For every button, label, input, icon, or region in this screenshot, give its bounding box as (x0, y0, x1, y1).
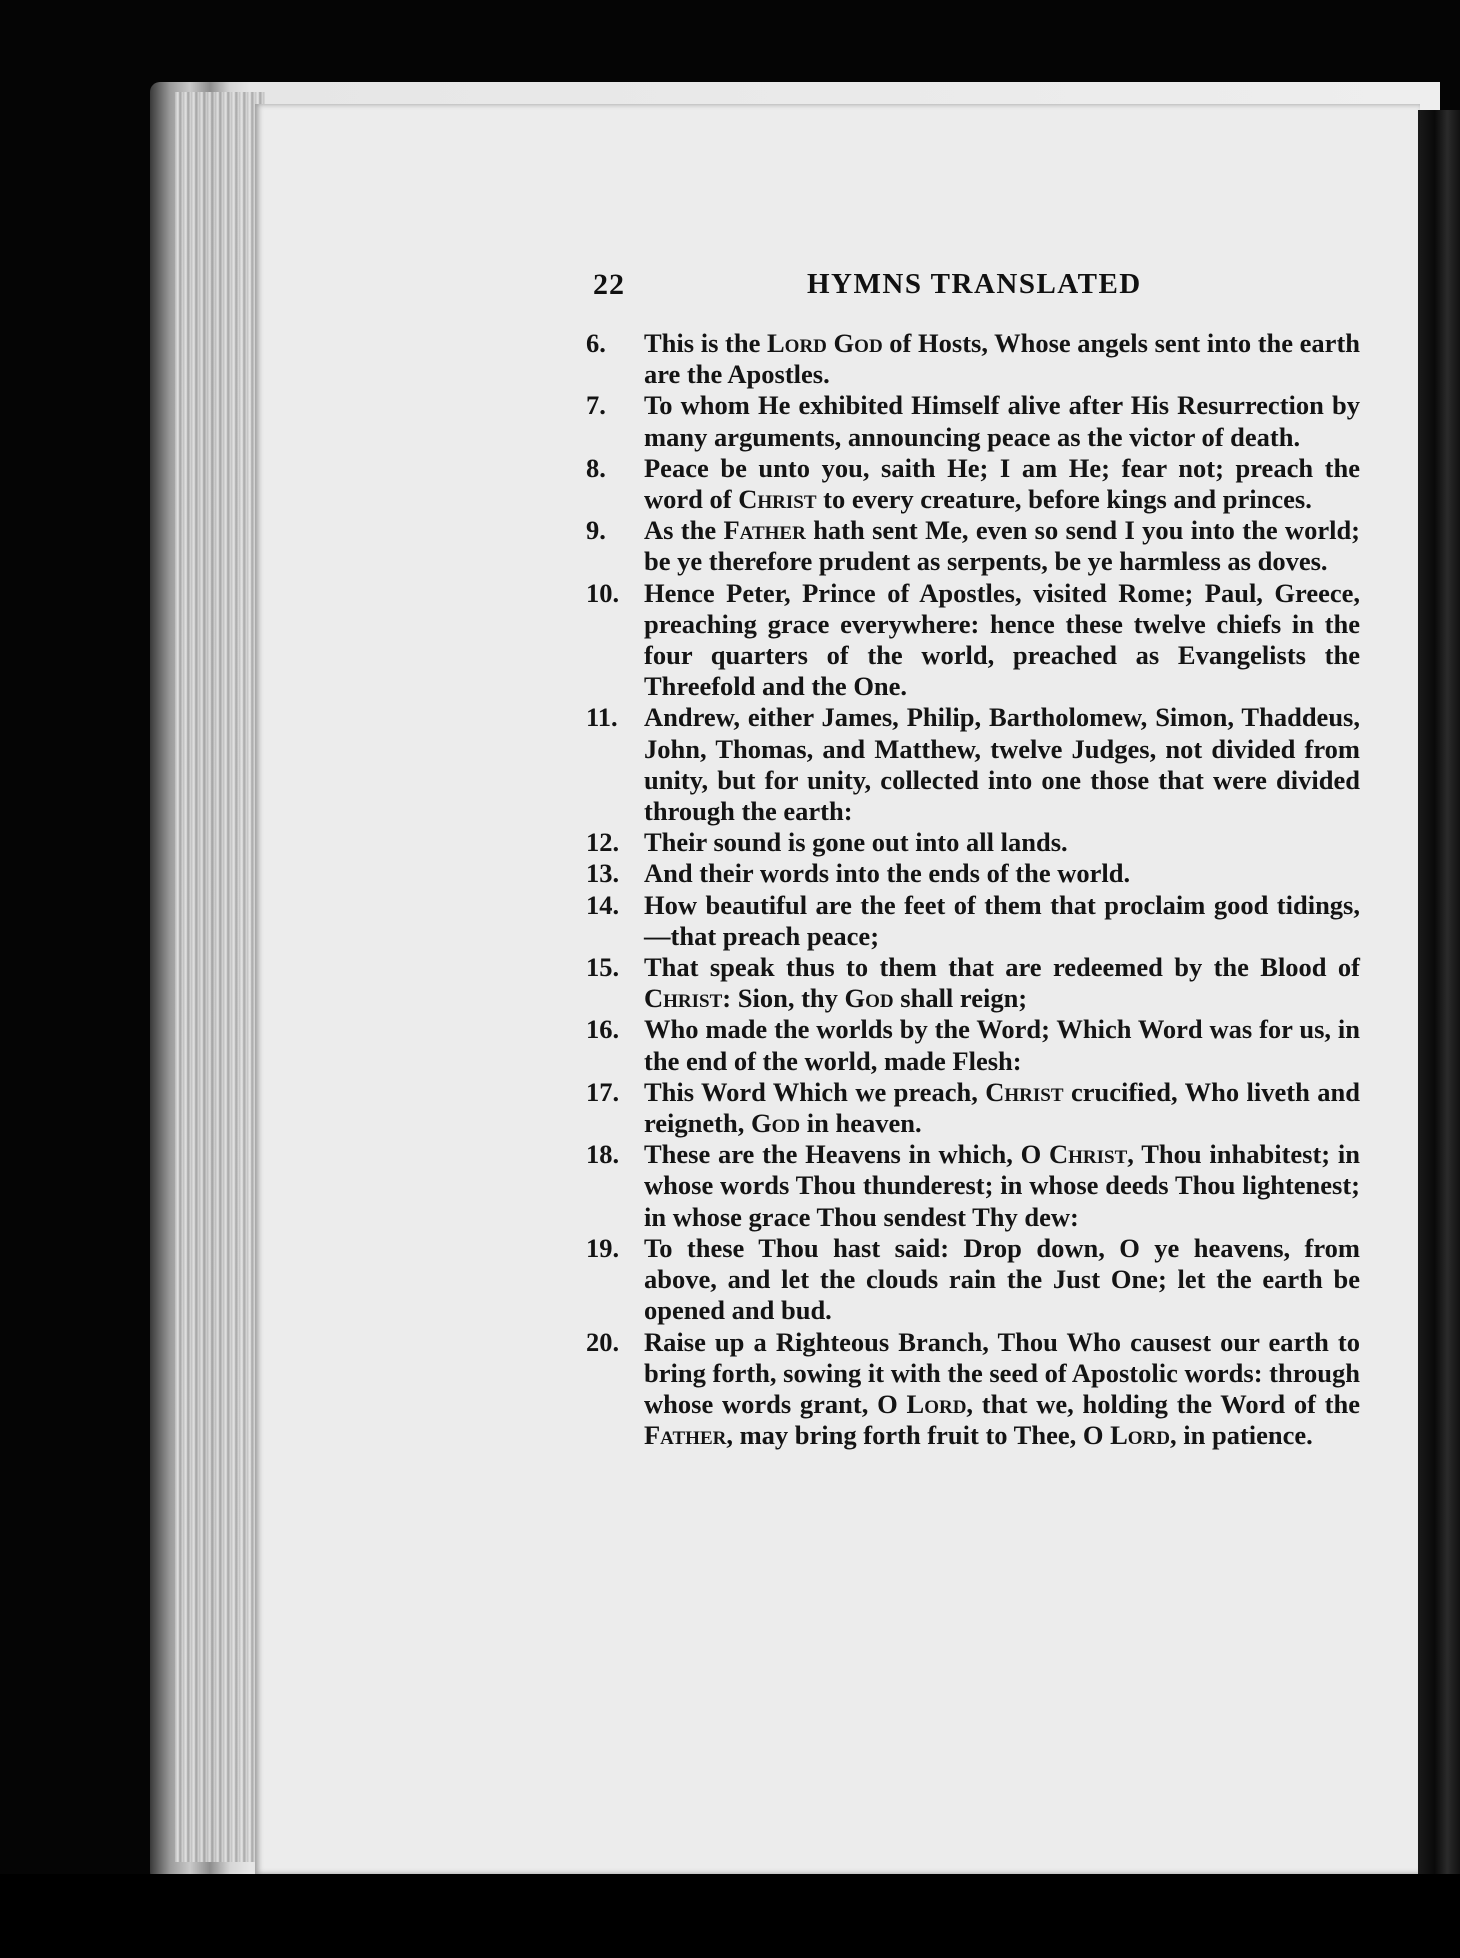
verse-text: How beautiful are the feet of them that proclaim good tidings,—that preach peace; (644, 889, 1360, 951)
verse-17 (586, 1076, 1361, 1139)
small-caps-word: Lord (906, 1388, 967, 1419)
verse-text: Their sound is gone out into all lands. (644, 827, 1068, 858)
verse-14 (586, 889, 1360, 952)
page-stack-edges (175, 92, 265, 1862)
verse-text: Hence Peter, Prince of Apostles, visited Rome; Paul, Greece, preaching grace everywhere: hence these twelve chiefs in the four quarters of the world, preached as Evangelists the Threefold and the One. (644, 577, 1360, 702)
verse-12 (586, 827, 1360, 858)
verse-number: 9. (586, 515, 606, 546)
small-caps-word: Father (644, 1420, 727, 1451)
small-caps-word: Christ (738, 484, 817, 515)
small-caps-word: Christ (985, 1076, 1064, 1107)
verse-text: Peace be unto you, saith He; I am He; fear not; preach the word of Christ to every creature, before kings and princes. (644, 452, 1360, 515)
verse-number: 8. (586, 452, 606, 483)
verse-number: 18. (586, 1139, 620, 1170)
small-caps-word: God (844, 983, 894, 1014)
verse-number: 10. (586, 577, 620, 608)
verse-text: These are the Heavens in which, O Christ, Thou inhabitest; in whose words Thou thunderest; in whose deeds Thou lightenest; in whose grace Thou sendest Thy dew: (644, 1139, 1360, 1232)
verse-number: 17. (586, 1076, 620, 1107)
verse-number: 20. (586, 1326, 620, 1357)
verse-text: Who made the worlds by the Word; Which Word was for us, in the end of the world, made Flesh: (644, 1014, 1360, 1076)
verse-20 (586, 1326, 1361, 1452)
small-caps-word: Christ (1049, 1139, 1128, 1170)
verse-text: And their words into the ends of the world. (644, 858, 1131, 889)
verse-text: To these Thou hast said: Drop down, O ye heavens, from above, and let the clouds rain the Just One; let the earth be opened and bud. (644, 1232, 1360, 1326)
verse-number: 19. (586, 1232, 620, 1263)
verse-text: Andrew, either James, Philip, Bartholomew, Simon, Thaddeus, John, Thomas, and Matthew, twelve Judges, not divided from unity, but for unity, collected into one those that were divided through the earth: (644, 702, 1360, 827)
verse-number: 13. (586, 858, 620, 889)
verse-number: 11. (586, 702, 618, 733)
verse-8 (586, 452, 1360, 515)
verse-text: Raise up a Righteous Branch, Thou Who causest our earth to bring forth, sowing it with the seed of Apostolic words: through whose words grant, O Lord, that we, holding the Word of the Father, may bring forth fruit to Thee, O Lord, in patience. (644, 1326, 1361, 1451)
verse-text: To whom He exhibited Himself alive after His Resurrection by many arguments, announcing peace as the victor of death. (644, 390, 1360, 452)
verse-number: 12. (586, 827, 620, 858)
verse-11 (586, 702, 1360, 827)
verse-list (586, 328, 1361, 1451)
verse-text: This Word Which we preach, Christ crucified, Who liveth and reigneth, God in heaven. (644, 1076, 1361, 1139)
small-caps-word: Lord (1110, 1420, 1170, 1451)
verse-18 (586, 1139, 1360, 1233)
small-caps-word: Lord (767, 328, 827, 358)
running-head: HYMNS TRANSLATED (807, 268, 1142, 300)
verse-number: 14. (586, 889, 620, 920)
verse-15 (586, 952, 1360, 1014)
binding-edge (1418, 110, 1460, 1880)
scan-background (0, 1874, 1460, 1958)
verse-number: 7. (586, 390, 606, 421)
verse-number: 6. (586, 328, 606, 358)
verse-number: 15. (586, 952, 620, 983)
verse-6 (586, 328, 1361, 390)
page-number: 22 (593, 268, 625, 301)
page-header (593, 268, 1143, 308)
verse-text: This is the Lord God of Hosts, Whose angels sent into the earth are the Apostles. (644, 328, 1361, 390)
small-caps-word: God (833, 328, 883, 358)
verse-number: 16. (586, 1014, 620, 1045)
verse-text: That speak thus to them that are redeemed by the Blood of Christ: Sion, thy God shall reign; (644, 952, 1360, 1014)
verse-13 (586, 858, 1360, 889)
verse-19 (586, 1232, 1360, 1327)
small-caps-word: Father (723, 515, 806, 546)
verse-text: As the Father hath sent Me, even so send I you into the world; be ye therefore prudent as serpents, be ye harmless as doves. (644, 515, 1361, 577)
small-caps-word: Christ (644, 983, 723, 1014)
verse-7 (586, 390, 1360, 452)
small-caps-word: God (750, 1108, 801, 1139)
verse-16 (586, 1014, 1360, 1076)
verse-9 (586, 515, 1361, 577)
verse-10 (586, 577, 1360, 703)
